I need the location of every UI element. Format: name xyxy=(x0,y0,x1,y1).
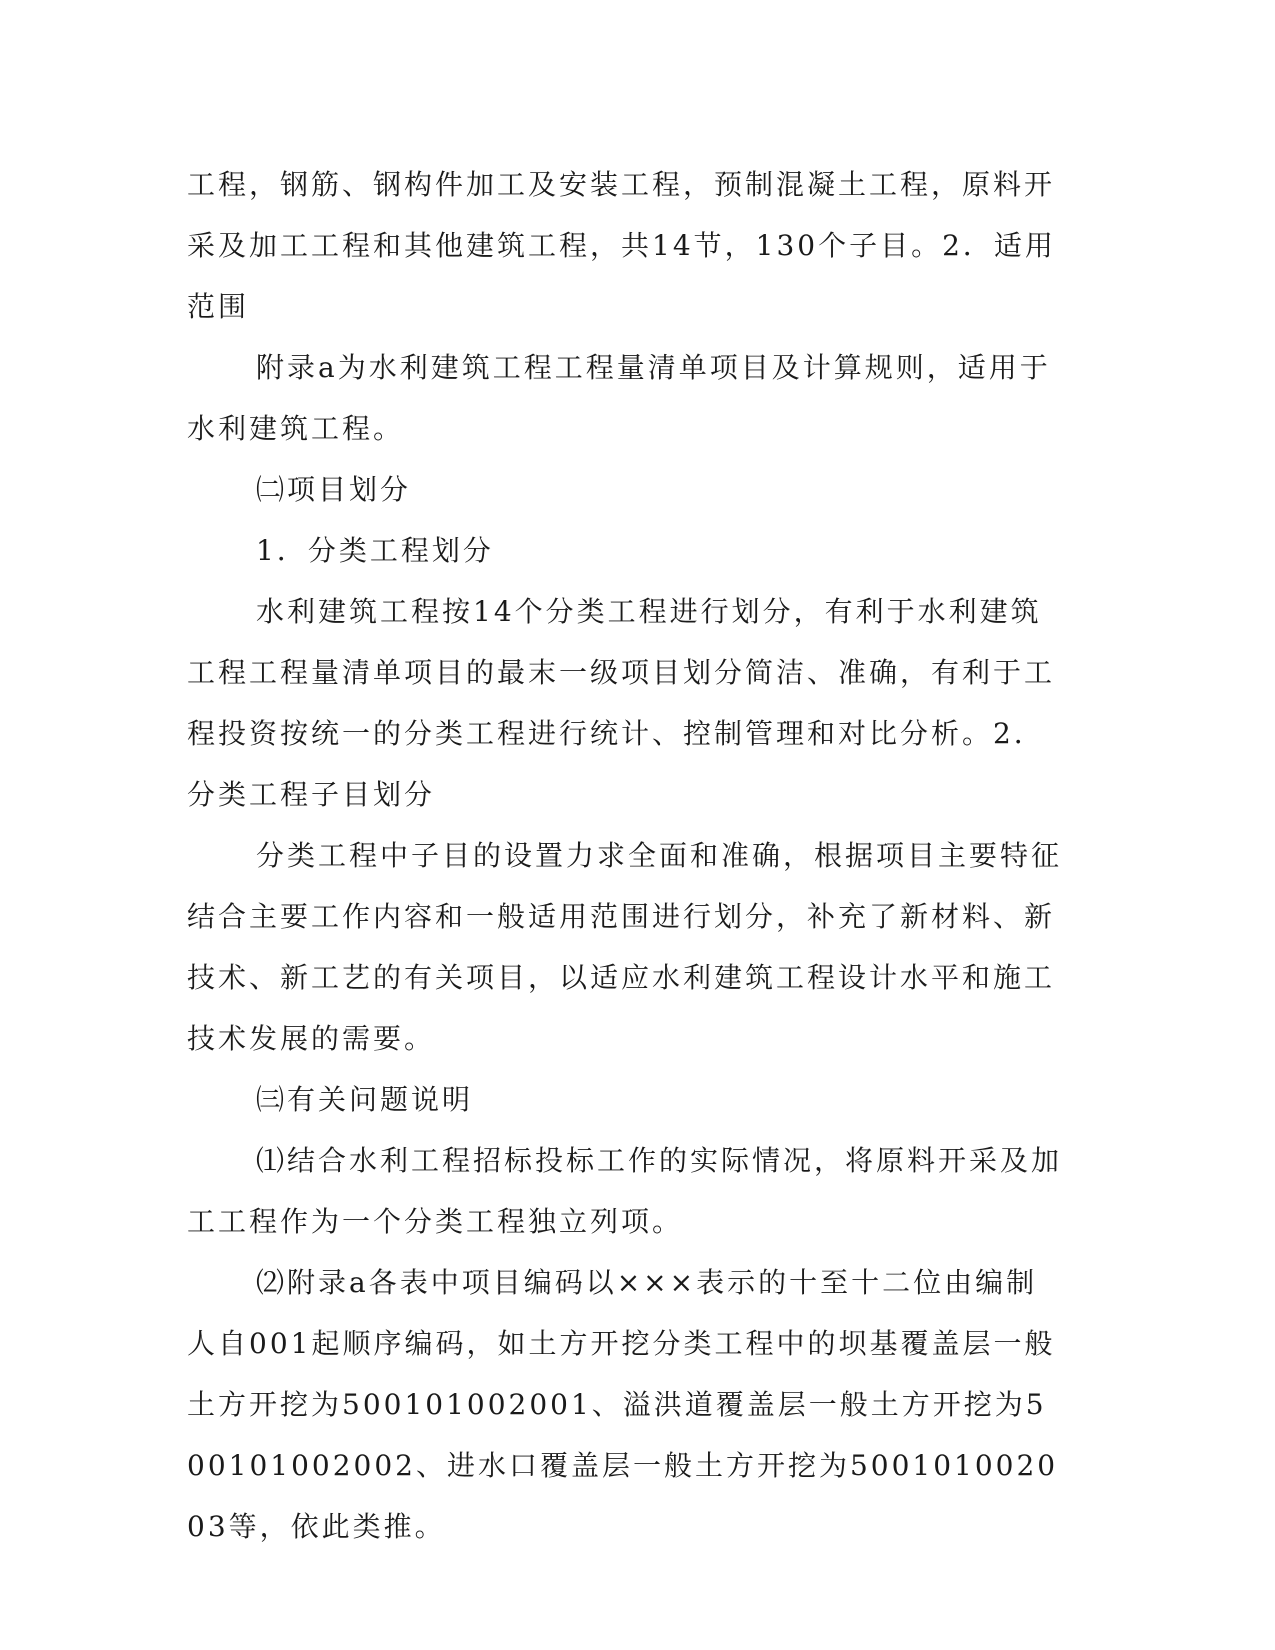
document-body xyxy=(187,154,1067,1557)
paragraph-issue-1: ⑴结合水利工程招标投标工作的实际情况，将原料开采及加工工程作为一个分类工程独立列项。 xyxy=(187,1144,1063,1238)
paragraph-applicability: 附录a为水利建筑工程工程量清单项目及计算规则，适用于水利建筑工程。 xyxy=(187,351,1051,445)
paragraph-scope-end: 工程，钢筋、钢构件加工及安装工程，预制混凝土工程，原料开采及加工工程和其他建筑工程，共14节，130个子目。2．适用范围 xyxy=(187,168,1056,323)
paragraph-subitem-division: 分类工程中子目的设置力求全面和准确，根据项目主要特征结合主要工作内容和一般适用范围进行划分，补充了新材料、新技术、新工艺的有关项目，以适应水利建筑工程设计水平和施工技术发展的需要。 xyxy=(187,839,1063,1055)
paragraph-category-division: 水利建筑工程按14个分类工程进行划分，有利于水利建筑工程工程量清单项目的最末一级项目划分简洁、准确，有利于工程投资按统一的分类工程进行统计、控制管理和对比分析。2．分类工程子目划分 xyxy=(187,595,1056,811)
paragraph-issue-2: ⑵附录a各表中项目编码以×××表示的十至十二位由编制人自001起顺序编码，如土方开挖分类工程中的坝基覆盖层一般土方开挖为500101002001、溢洪道覆盖层一般土方开挖为500101002002、进水口覆盖层一般土方开挖为500101002003等，依此类推。 xyxy=(187,1266,1059,1543)
heading-project-division: ㈡项目划分 xyxy=(256,473,412,506)
subheading-category-division: 1．分类工程划分 xyxy=(256,534,494,567)
heading-related-issues: ㈢有关问题说明 xyxy=(256,1083,474,1116)
